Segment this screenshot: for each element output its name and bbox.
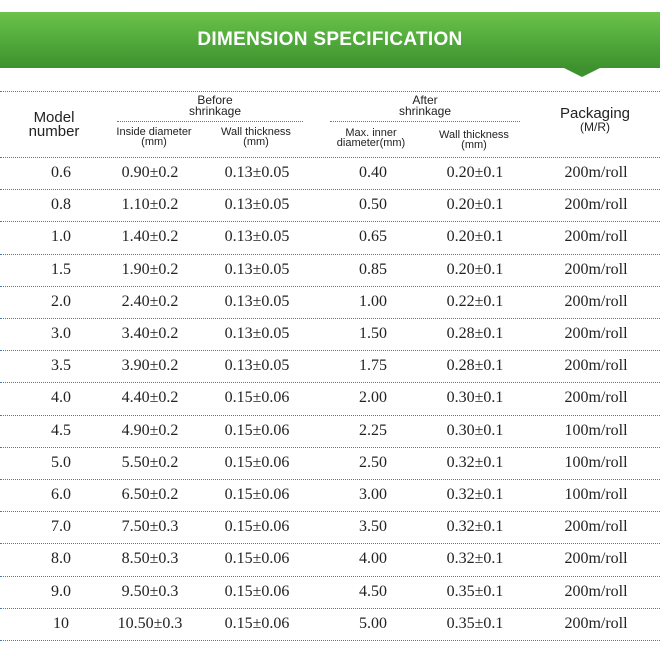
row-divider: [0, 254, 660, 255]
header-model: [14, 111, 94, 139]
header-after: [340, 95, 510, 117]
packaging-cell: 100m/roll: [564, 421, 628, 439]
model-number-cell: 7.0: [51, 518, 71, 536]
header-before-wall-thickness: [208, 127, 304, 147]
after-wall-thickness-cell: 0.32±0.1: [446, 550, 504, 568]
header-after-line2: shrinkage: [398, 104, 452, 118]
row-divider: [0, 382, 660, 383]
packaging-cell: 200m/roll: [564, 196, 628, 214]
title-banner: [0, 12, 660, 68]
before-wall-thickness-cell: 0.13±0.05: [224, 164, 290, 181]
after-wall-thickness-cell: 0.30±0.1: [446, 421, 504, 439]
model-number-cell: 4.5: [51, 421, 71, 439]
packaging-cell: 200m/roll: [564, 518, 628, 536]
before-inside-diameter-cell: 1.90±0.2: [121, 260, 179, 278]
header-after-id-line1: Max. inner: [345, 127, 397, 139]
after-max-inner-diameter-cell: 0.50: [359, 196, 387, 214]
before-inside-diameter-cell: 6.50±0.2: [121, 486, 179, 503]
after-wall-thickness-cell: 0.20±0.1: [446, 164, 504, 181]
row-divider: [0, 286, 660, 287]
before-inside-diameter-cell: 8.50±0.3: [121, 550, 179, 568]
header-before-divider: [117, 121, 303, 122]
header-before-id-line1: Inside diameter: [116, 126, 192, 138]
row-divider: [0, 221, 660, 222]
before-wall-thickness-cell: 0.13±0.05: [224, 196, 290, 214]
packaging-cell: 100m/roll: [564, 486, 628, 503]
model-number-cell: 2.0: [51, 292, 71, 310]
before-inside-diameter-cell: 4.40±0.2: [121, 389, 179, 407]
packaging-cell: 200m/roll: [564, 389, 628, 407]
after-wall-thickness-cell: 0.35±0.1: [446, 582, 504, 600]
header-before-line2: shrinkage: [188, 104, 242, 118]
after-wall-thickness-cell: 0.32±0.1: [446, 453, 504, 471]
model-number-cell: 6.0: [51, 486, 71, 503]
row-divider: [0, 350, 660, 351]
header-before: [130, 95, 300, 117]
before-inside-diameter-cell: 4.90±0.2: [121, 421, 179, 439]
model-number-cell: 5.0: [51, 453, 71, 471]
after-wall-thickness-cell: 0.35±0.1: [446, 614, 504, 632]
banner-title: DIMENSION SPECIFICATION: [197, 29, 463, 50]
header-before-wall-line2: (mm): [243, 136, 269, 148]
after-max-inner-diameter-cell: 3.50: [359, 518, 387, 536]
header-after-divider: [330, 121, 520, 122]
packaging-cell: 200m/roll: [564, 550, 628, 568]
header-after-id-line2: diameter(mm): [336, 137, 406, 149]
header-before-wall-line1: Wall thickness: [221, 126, 291, 138]
after-wall-thickness-cell: 0.32±0.1: [446, 518, 504, 536]
packaging-cell: 200m/roll: [564, 614, 628, 632]
before-wall-thickness-cell: 0.13±0.05: [224, 260, 290, 278]
model-number-cell: 3.0: [51, 325, 71, 342]
row-divider: [0, 608, 660, 609]
banner-notch: [564, 68, 600, 77]
before-inside-diameter-cell: 1.10±0.2: [121, 196, 179, 214]
header-after-wall-line1: Wall thickness: [439, 129, 509, 141]
before-wall-thickness-cell: 0.15±0.06: [224, 518, 290, 536]
before-wall-thickness-cell: 0.15±0.06: [224, 486, 290, 503]
table-top-border: [0, 91, 660, 92]
header-before-inside-diameter: [104, 127, 204, 147]
model-number-cell: 1.5: [51, 260, 71, 278]
row-divider: [0, 640, 660, 641]
packaging-cell: 200m/roll: [564, 164, 628, 181]
after-max-inner-diameter-cell: 1.75: [359, 357, 387, 375]
before-wall-thickness-cell: 0.15±0.06: [224, 389, 290, 407]
model-number-cell: 3.5: [51, 357, 71, 375]
header-after-wall-line2: (mm): [461, 139, 487, 151]
header-before-id-line2: (mm): [141, 136, 167, 148]
packaging-cell: 200m/roll: [564, 228, 628, 246]
header-after-wall-thickness: [424, 130, 524, 150]
before-wall-thickness-cell: 0.13±0.05: [224, 325, 290, 342]
header-model-line2: number: [28, 123, 80, 140]
before-wall-thickness-cell: 0.15±0.06: [224, 550, 290, 568]
row-divider: [0, 318, 660, 319]
after-max-inner-diameter-cell: 0.65: [359, 228, 387, 246]
after-wall-thickness-cell: 0.20±0.1: [446, 228, 504, 246]
model-number-cell: 10: [53, 614, 69, 632]
after-max-inner-diameter-cell: 3.00: [359, 486, 387, 503]
packaging-cell: 200m/roll: [564, 357, 628, 375]
after-max-inner-diameter-cell: 5.00: [359, 614, 387, 632]
after-wall-thickness-cell: 0.20±0.1: [446, 196, 504, 214]
row-divider: [0, 447, 660, 448]
after-max-inner-diameter-cell: 2.25: [359, 421, 387, 439]
after-wall-thickness-cell: 0.22±0.1: [446, 292, 504, 310]
after-max-inner-diameter-cell: 0.85: [359, 260, 387, 278]
before-inside-diameter-cell: 10.50±0.3: [117, 614, 183, 632]
header-packaging-line2: (M/R): [580, 120, 610, 134]
row-divider: [0, 543, 660, 544]
header-packaging-line1: Packaging: [559, 105, 631, 122]
before-wall-thickness-cell: 0.15±0.06: [224, 614, 290, 632]
after-wall-thickness-cell: 0.30±0.1: [446, 389, 504, 407]
header-model-line1: Model: [33, 109, 75, 126]
after-wall-thickness-cell: 0.32±0.1: [446, 486, 504, 503]
after-wall-thickness-cell: 0.28±0.1: [446, 325, 504, 342]
after-max-inner-diameter-cell: 2.50: [359, 453, 387, 471]
after-max-inner-diameter-cell: 0.40: [359, 164, 387, 181]
after-max-inner-diameter-cell: 4.00: [359, 550, 387, 568]
row-divider: [0, 479, 660, 480]
header-packaging: [540, 106, 650, 133]
row-divider: [0, 189, 660, 190]
before-inside-diameter-cell: 5.50±0.2: [121, 453, 179, 471]
before-wall-thickness-cell: 0.13±0.05: [224, 357, 290, 375]
row-divider: [0, 511, 660, 512]
model-number-cell: 0.8: [51, 196, 71, 214]
before-wall-thickness-cell: 0.13±0.05: [224, 292, 290, 310]
packaging-cell: 100m/roll: [564, 453, 628, 471]
model-number-cell: 0.6: [51, 164, 71, 181]
row-divider: [0, 576, 660, 577]
model-number-cell: 9.0: [51, 582, 71, 600]
before-inside-diameter-cell: 3.40±0.2: [121, 325, 179, 342]
before-wall-thickness-cell: 0.15±0.06: [224, 582, 290, 600]
before-wall-thickness-cell: 0.15±0.06: [224, 453, 290, 471]
before-wall-thickness-cell: 0.13±0.05: [224, 228, 290, 246]
before-inside-diameter-cell: 7.50±0.3: [121, 518, 179, 536]
after-max-inner-diameter-cell: 1.00: [359, 292, 387, 310]
row-divider: [0, 415, 660, 416]
after-max-inner-diameter-cell: 4.50: [359, 582, 387, 600]
after-max-inner-diameter-cell: 1.50: [359, 325, 387, 342]
model-number-cell: 1.0: [51, 228, 71, 246]
after-max-inner-diameter-cell: 2.00: [359, 389, 387, 407]
before-inside-diameter-cell: 9.50±0.3: [121, 582, 179, 600]
header-after-max-inner-diameter: [322, 128, 420, 148]
packaging-cell: 200m/roll: [564, 260, 628, 278]
packaging-cell: 200m/roll: [564, 582, 628, 600]
header-bottom-border: [0, 157, 660, 158]
before-inside-diameter-cell: 1.40±0.2: [121, 228, 179, 246]
before-inside-diameter-cell: 3.90±0.2: [121, 357, 179, 375]
before-inside-diameter-cell: 0.90±0.2: [121, 164, 179, 181]
header-before-line1: Before: [197, 93, 233, 107]
model-number-cell: 8.0: [51, 550, 71, 568]
packaging-cell: 200m/roll: [564, 325, 628, 342]
before-wall-thickness-cell: 0.15±0.06: [224, 421, 290, 439]
after-wall-thickness-cell: 0.28±0.1: [446, 357, 504, 375]
after-wall-thickness-cell: 0.20±0.1: [446, 260, 504, 278]
packaging-cell: 200m/roll: [564, 292, 628, 310]
model-number-cell: 4.0: [51, 389, 71, 407]
header-after-line1: After: [412, 93, 438, 107]
before-inside-diameter-cell: 2.40±0.2: [121, 292, 179, 310]
